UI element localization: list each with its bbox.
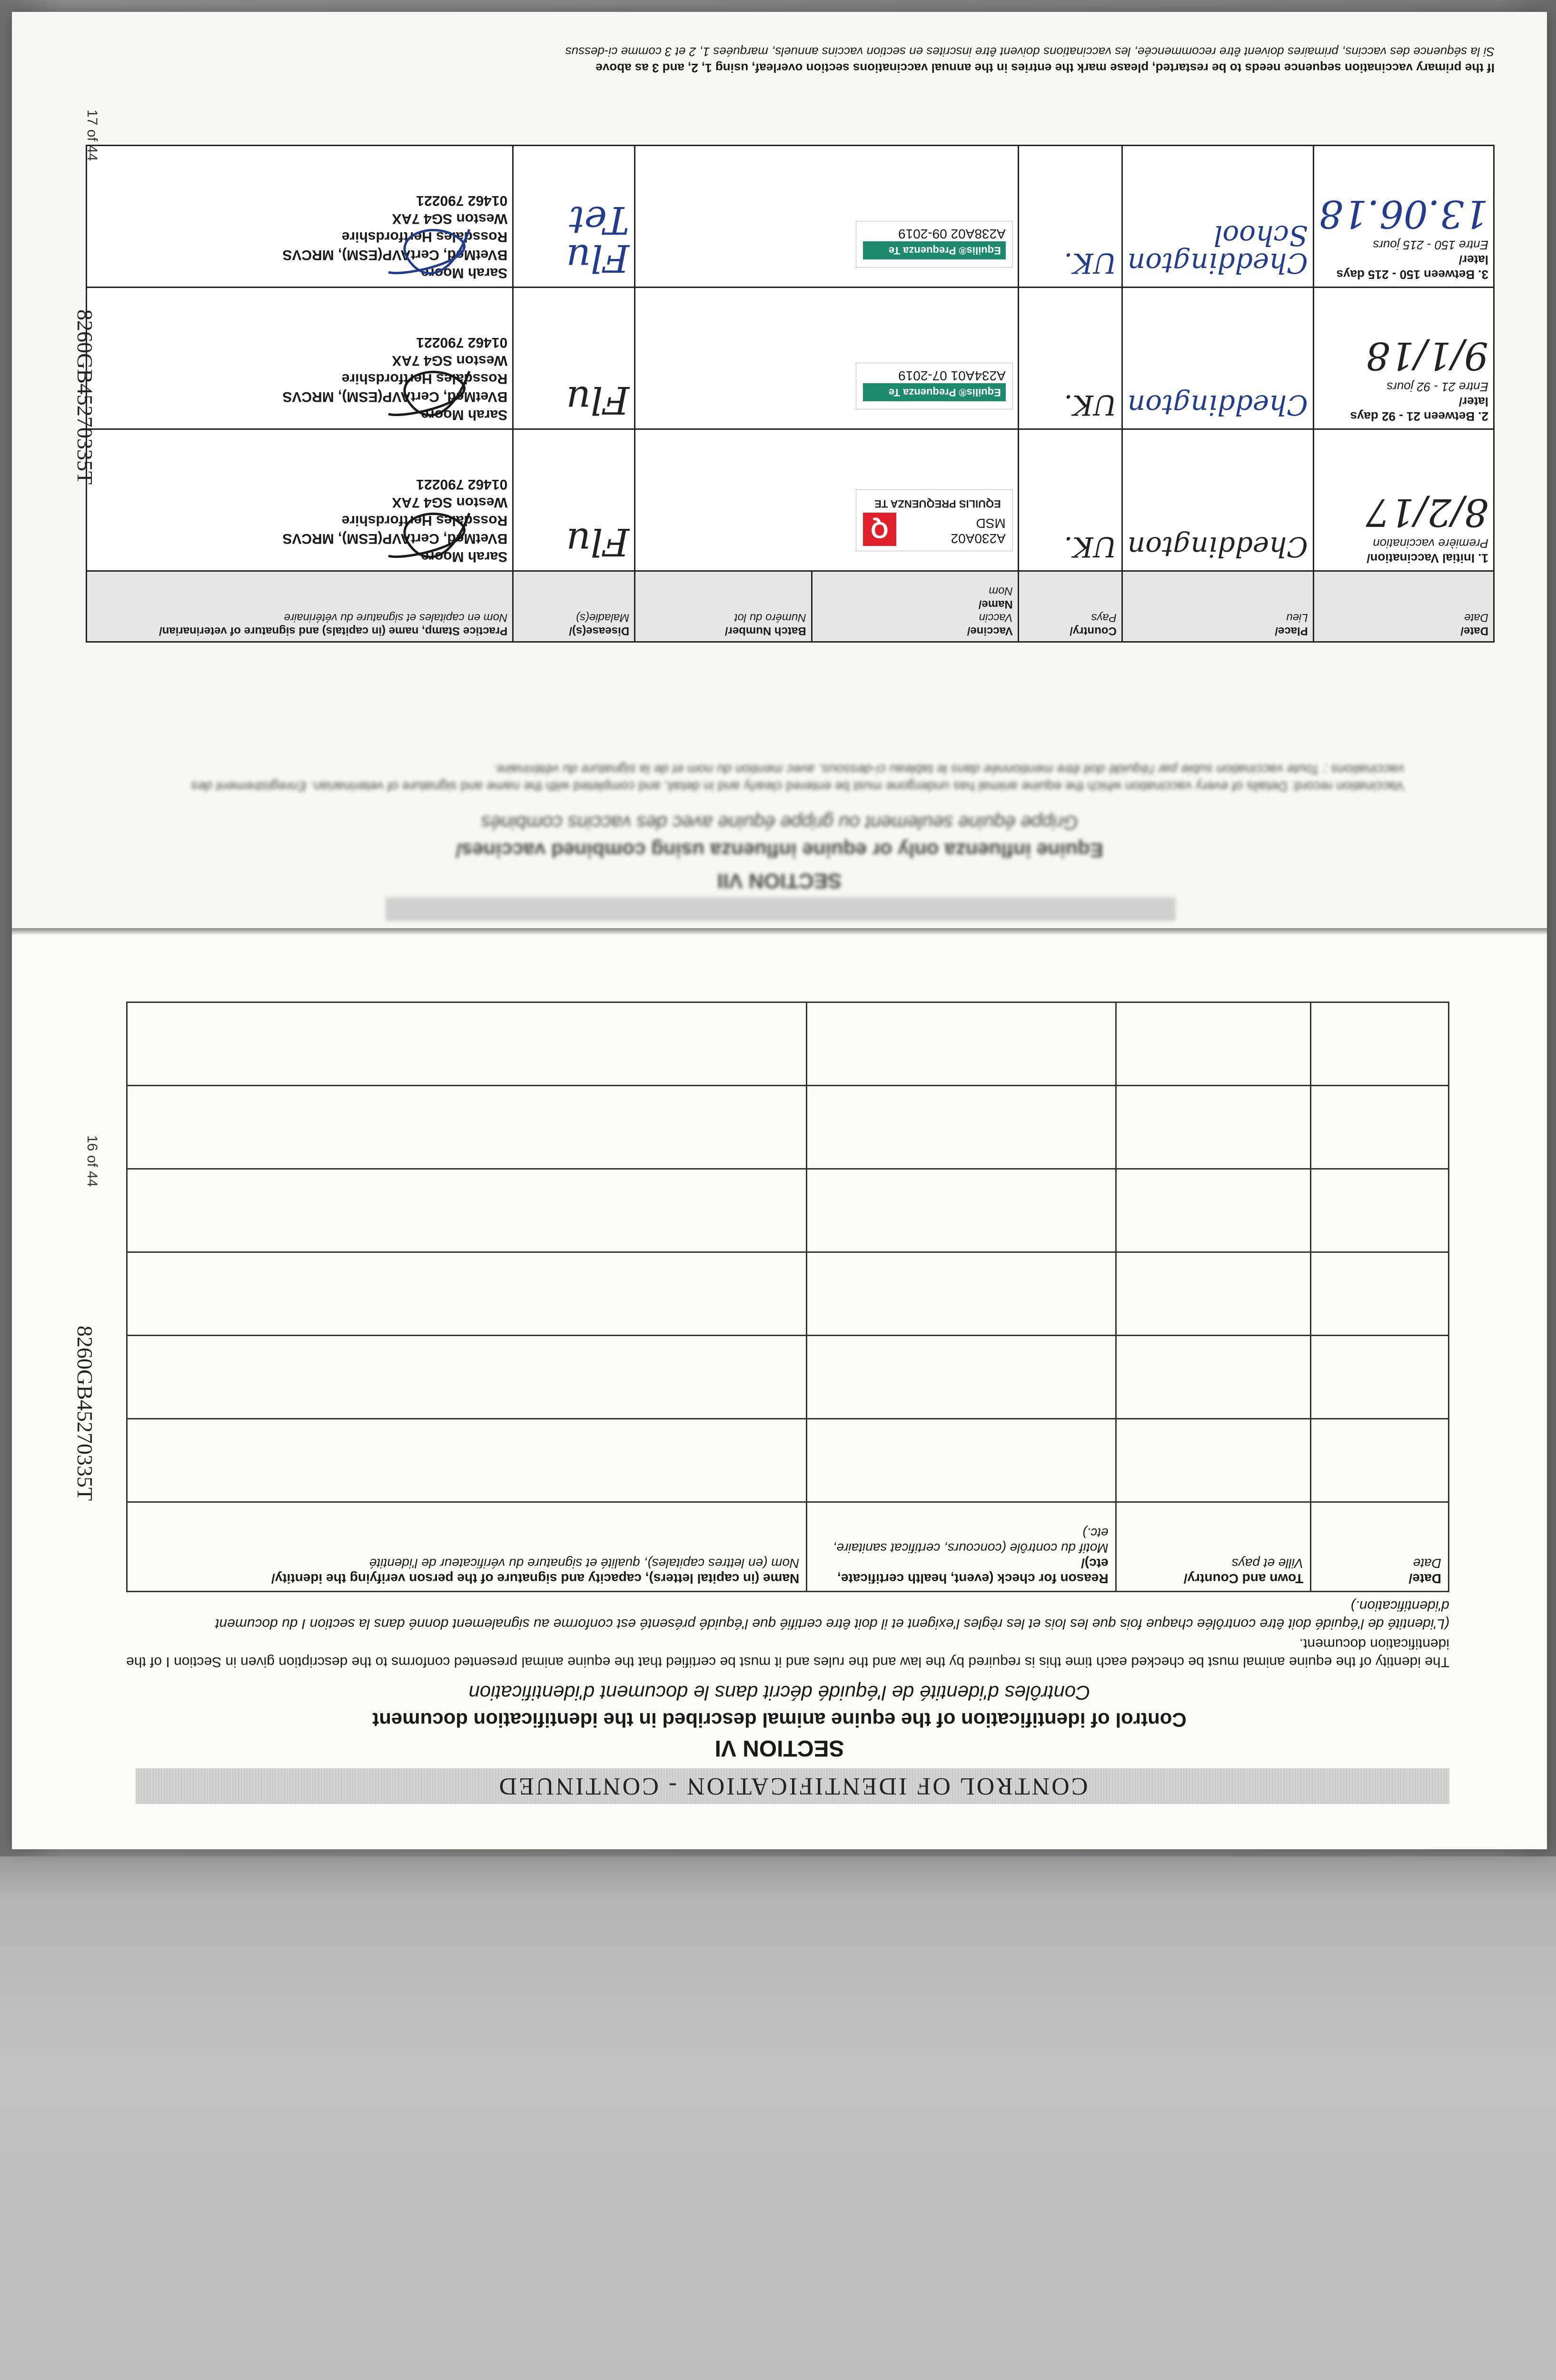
col-reason: Reason for check (event, health certificate, etc)/ Motif du contrôle (concours, certificat sanitaire, etc.) [807, 1502, 1116, 1592]
sticker-batch: A234A01 07-2019 [898, 368, 1006, 383]
cell-vaccine [635, 146, 1019, 288]
cell-country [1018, 429, 1122, 571]
col-disease: Disease(s)/ Maladie(s) [513, 571, 635, 642]
title-en: Control of identification of the equine animal described in the identification document [372, 1709, 1187, 1731]
table-row [87, 146, 1494, 288]
vaccine-sticker [856, 363, 1013, 409]
cell-date: 3. Between 150 - 215 days later/ Entre 150 - 215 jours 13.06.18 [1313, 146, 1494, 288]
col-town-country: Town and Country/ Ville et pays [1116, 1502, 1311, 1592]
table-row [87, 429, 1494, 571]
cell-vet-stamp [87, 146, 513, 288]
vet-stamp: Sarah Moore BVetMed, CertAVP(ESM), MRCVS Rossdales Hertfordshire Weston SG4 7AX 01462 790221 [92, 191, 507, 282]
sticker-vaccine-name: Equilis® Prequenza Te [863, 241, 1006, 259]
handwritten-date: 9/1/18 [1366, 334, 1488, 378]
cell-date: 1. Initial Vaccination/ Première vaccination 8/2/17 [1313, 429, 1494, 571]
intro-en: Vaccination record: Details of every vaccination which the equine animal has undergone must be entered clearly and in detail, and completed with the name and signature of veterinarian. Enregistrement des vaccinations : Toute vaccination subie par l'équidé doit être mentionnée dans le tableau ci-dessous, avec mention du nom et de la signature du vétérinaire. [191, 762, 1404, 794]
cell-disease [513, 429, 635, 571]
signature-mark [384, 499, 479, 570]
sticker-vaccine-name: Equilis® Prequenza Te [863, 383, 1006, 401]
handwritten-disease: Flu Tet [566, 198, 630, 280]
page-16 [12, 928, 1547, 1849]
sticker-batch: A230A02 [951, 531, 1006, 546]
cell-place [1122, 429, 1313, 571]
table-row [87, 288, 1494, 429]
signature-mark [384, 357, 479, 428]
table-row [127, 1169, 1449, 1252]
cell-disease [513, 288, 635, 429]
title-en: Equine influenza only or equine influenza using combined vaccines/ [456, 839, 1103, 862]
handwritten-country: UK. [1064, 247, 1117, 279]
table-row [127, 1086, 1449, 1169]
signature-mark [384, 215, 479, 287]
page-number: 17 of 44 [84, 109, 100, 161]
cell-date: 2. Between 21 - 92 days later/ Entre 21 - 92 jours 9/1/18 [1313, 288, 1494, 429]
rotated-spread [12, 12, 1547, 1849]
cell-vet-stamp [87, 288, 513, 429]
sticker-vaccine-name: EQUILIS PREQUENZA TE [863, 495, 1006, 513]
handwritten-disease: Flu [566, 520, 630, 564]
col-verifier: Name (in capital letters), capacity and signature of the person verifying the identity/ Nom (en lettres capitales), qualité et signature du vérificateur de l'identité [127, 1502, 807, 1592]
page-number: 16 of 44 [84, 1135, 100, 1187]
handwritten-country: UK. [1064, 531, 1117, 563]
section-heading: SECTION VII [717, 869, 842, 892]
identification-check-table [126, 1002, 1449, 1592]
passport-spread [12, 12, 1547, 1849]
cell-country [1018, 146, 1122, 288]
col-country: Country/ Pays [1018, 571, 1122, 642]
table-row [127, 1419, 1449, 1502]
sticker-maker: MSD [976, 516, 1006, 531]
handwritten-date: 8/2/17 [1366, 490, 1488, 535]
cell-vaccine [635, 288, 1019, 429]
handwritten-date: 13.06.18 [1318, 192, 1488, 236]
cell-vaccine [635, 429, 1019, 571]
col-place: Place/ Lieu [1122, 571, 1313, 642]
scanner-bed [0, 1856, 1556, 2380]
sticker-batch: A238A02 09-2019 [898, 227, 1006, 241]
col-veterinarian: Practice Stamp, name (in capitals) and signature of veterinarian/ Nom en capitales et signature du vétérinaire [87, 571, 513, 642]
cell-place [1122, 288, 1313, 429]
title-fr: Contrôles d'identité de l'équidé décrit dans le document d'identification [468, 1682, 1090, 1704]
section-heading: SECTION VI [714, 1735, 844, 1761]
vet-stamp: Sarah Moore BVetMed, CertAVP(ESM), MRCVS Rossdales Hertfordshire Weston SG4 7AX 01462 790221 [92, 333, 507, 424]
handwritten-country: UK. [1064, 389, 1117, 421]
col-date: Date/ Date [1311, 1502, 1449, 1592]
cell-country [1018, 288, 1122, 429]
vaccine-sticker [856, 221, 1013, 268]
col-batch: Batch Number/ Numéro du lot [635, 571, 812, 642]
section-band [386, 897, 1176, 921]
section-band [136, 1768, 1449, 1804]
band-title: CONTROL OF IDENTIFICATION - CONTINUED [497, 1773, 1088, 1800]
handwritten-place: Cheddington [1127, 389, 1308, 421]
table-row [127, 1252, 1449, 1336]
serial-number: 8260GB45270335T [73, 1326, 97, 1501]
handwritten-disease: Flu [566, 378, 630, 422]
handwritten-place: Cheddington [1127, 531, 1308, 563]
instructions-en: The identity of the equine animal must be checked each time this is required by the law and the rules and it must be certified that the equine animal presented conforms to the description given in Section I of the identification document. [126, 1636, 1449, 1670]
cell-vet-stamp [87, 429, 513, 571]
title-fr: Grippe équine seulement ou grippe équine avec des vaccins combinés [481, 812, 1078, 833]
brand-logo-icon: Q [863, 513, 896, 546]
cell-disease [513, 146, 635, 288]
instructions-fr: (L'identité de l'équidé doit être contrôlée chaque fois que les lois et les règles l'exigent et il doit être certifié que l'équidé présenté est conforme au signalement donné dans la section I du document d'identification.) [215, 1598, 1449, 1632]
vet-stamp: Sarah Moore BVetMed, CertAVP(ESM), MRCVS Rossdales Hertfordshire Weston SG4 7AX 01462 790221 [92, 475, 507, 565]
col-date: Date/ Date [1313, 571, 1494, 642]
cell-place [1122, 146, 1313, 288]
table-row [127, 1336, 1449, 1419]
serial-number: 8260GB45270335T [73, 309, 97, 485]
vaccination-table [86, 145, 1495, 643]
handwritten-place: Cheddington School [1127, 219, 1308, 279]
table-header-row [87, 571, 1494, 642]
vaccine-sticker [856, 489, 1013, 551]
footnote: If the primary vaccination sequence needs to be restarted, please mark the entries in the annual vaccinations section overleaf, using 1, 2, and 3 as above Si la séquence des vaccins, primaires doivent être recommencée, les vaccinations doivent être inscrites en section vaccins annuels, marquées 1, 2 et 3 comme ci-dessus [565, 45, 1495, 75]
page-17-header [12, 662, 1547, 928]
table-row [127, 1002, 1449, 1086]
col-vaccine-name: Vaccine/ Vaccin Name/ Nom [812, 571, 1018, 642]
page-17 [12, 12, 1547, 928]
table-header-row [127, 1502, 1449, 1592]
